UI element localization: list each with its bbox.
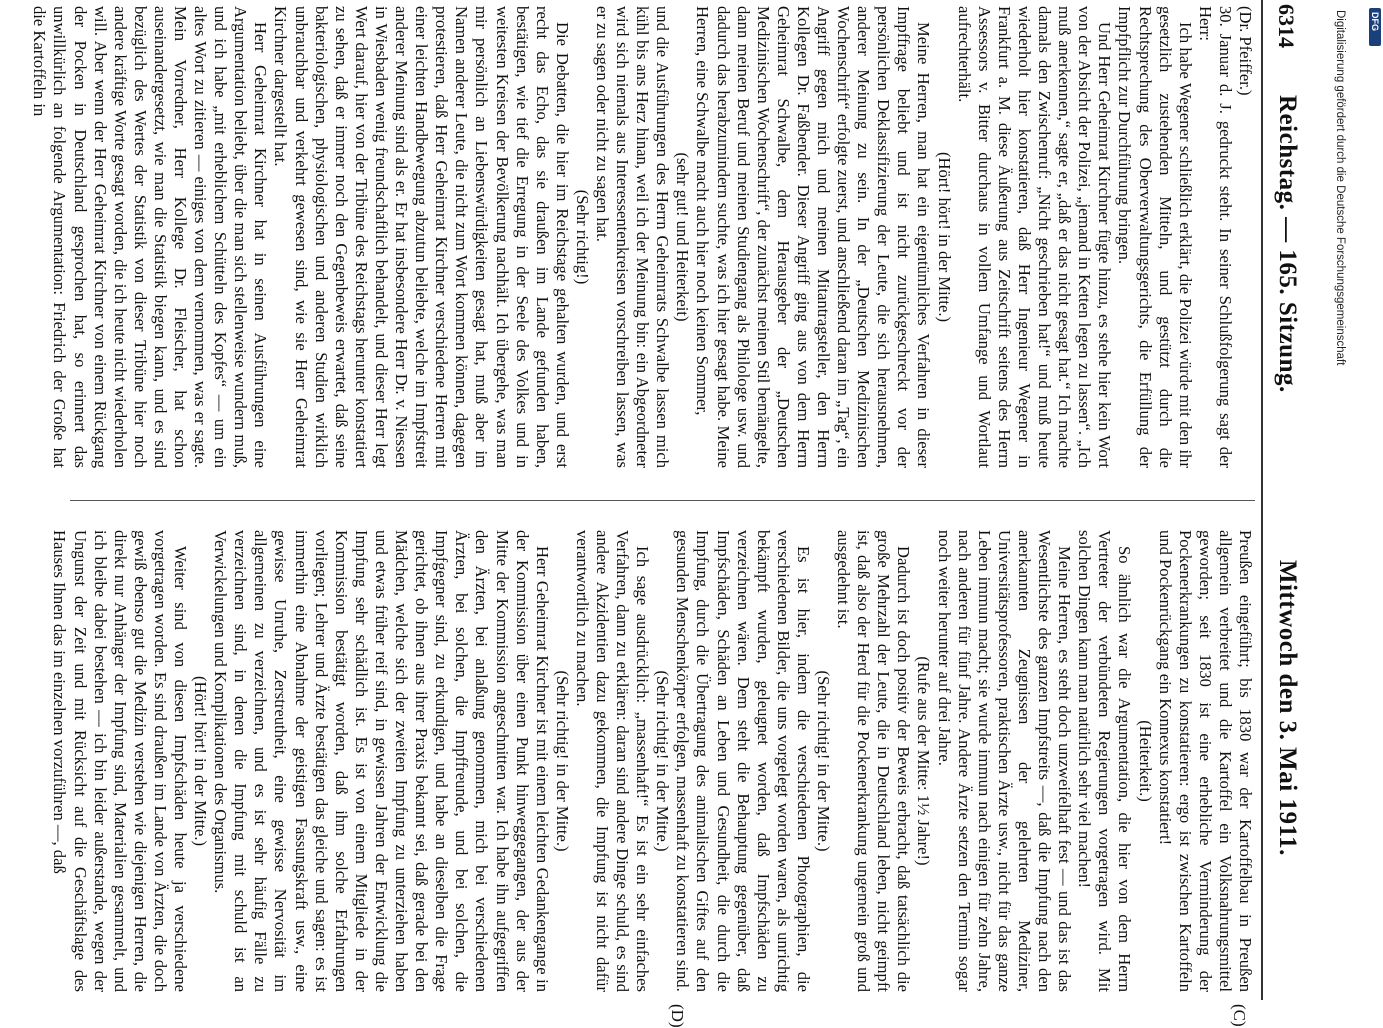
paragraph: Meine Herren, man hat ein eigentümliches Verfahren in dieser Impffrage beliebt und ist nicht zurückgeschreckt vor der persönlichen Deklassifizierung der Leute, die sich herausnehmen, anderer Meinung zu sein. In der „Deutschen Medizinischen Wochenschrift“ erfolgte zuerst, und anschließend daran im „Tag“, ein Angriff gegen mich und meinen Mitantragsteller, den Herrn Kollegen Dr. Faßbender. Dieser Angriff ging aus von dem Herrn Geheimrat Schwalbe, dem Herausgeber der „Deutschen Medizinischen Wochenschrift“, der zunächst meinen Stil bemängelte, dann meinen Beruf und meinen Studiengang als Philologe usw. und dadurch das herabzumindern suchte, was ich hier gesagt habe. Meine Herren, eine Schwalbe macht auch hier noch keinen Sommer, [693,6,934,468]
right-text-column [50,530,1255,992]
interjection: (Sehr richtig!) [572,189,592,285]
interjection: (Rufe aus der Mitte: 1½ Jahre!) [914,656,934,866]
interjection: (Heiterkeit.) [1135,720,1155,802]
page-header [1267,0,1307,1000]
margin-marker-c: (C) [1230,1004,1249,1027]
paragraph: Es ist hier, indem die verschiedenen Photographien, die verschiedenen Bilder, die uns vorgelegt worden waren, als unrichtig bekämpft wurden, geleugnet worden, daß Impfschäden zu verzeichnen wären. Dem steht die Behauptung gegenüber, daß Impfschäden, Schäden an Leben und Gesundheit, die durch die Impfung, durch die Übertragung des animalischen Giftes auf den gesunden Menschenkörper erfolgen, massenhaft zu konstatieren sind. [673,530,813,992]
margin-marker-d: (D) [668,1004,687,1028]
header-rule [1261,0,1263,1000]
paragraph: Ich habe Wegener schließlich erklärt, die Polizei würde mit den ihr gesetzlich zustehenden Mitteln, und gestützt durch die Rechtsprechung des Oberverwaltungsgerichts, die Erfüllung der Impfpflicht zur Durchführung bringen. [1115,6,1195,468]
paragraph: Meine Herren, es steht doch unzweifelhaft fest — und das ist das Wesentlichste des ganzen Impfstreits —, daß die Impfung nach den anerkannten Zeugnissen der gelehrten Mediziner, Universitätsprofessoren, praktischen Ärzte usw., nicht für das ganze Leben immun macht; sie wurde immun nach einigen für zehn Jahre, nach anderen für fünf Jahre. Andere Ärzte setzen den Termin sogar noch weiter herunter auf drei Jahre. [934,530,1075,992]
left-text-column [30,6,1255,468]
interjection: (Hört! hört! in der Mitte.) [934,151,954,323]
interjection: (Sehr richtig! in der Mitte.) [552,670,572,852]
dfg-logo [1369,8,1381,46]
interjection: (sehr gut! und Heiterkeit) [673,152,693,322]
page-number: 6314 [1274,4,1299,48]
dfg-logo-text: DFG [1370,12,1380,31]
paragraph: 30. Januar d. J. gedruckt steht. In seiner Schlußfolgerung sagt der Herr: [1195,6,1235,468]
digitization-credit [1330,10,1352,610]
paragraph: Weiter sind von diesen Impfschäden heute ja verschiedene vorgetragen worden. Es sind draußen im Lande von Ärzten, die doch gewiß ebenso gut die Medizin verstehen wie diejenigen Herren, die direkt nur Anhänger der Impfung sind, Materialien gesammelt, und ich bleibe dabei bestehen — ich bin leider außerstande, wegen der Ungunst der Zeit und mit Rücksicht auf die Geschäftslage des Hauses Ihnen das im einzelnen vorzuführen —, daß [50,530,191,992]
paragraph: (Dr. Pfeiffer.) [1236,6,1255,96]
paragraph: Ich sage ausdrücklich: „massenhaft!“ Es ist ein sehr einfaches Verfahren, dann zu erklären: daran sind andere Dinge schuld, es sind andere Akzidentien dazu gekommen, die Impfung ist nicht dafür verantwortlich zu machen. [572,530,653,992]
paragraph: Herr Geheimrat Kirchner ist mit einem leichten Gedankengange in der Kommission über einen Punkt hinweggegangen, der aus der Mitte der Kommission angeschnitten war. Ich habe ihn aufgegriffen den Ärzten, bei anlaßung genommen, mich bei verschiedenen Ärzten, bei solchen, die Impffreunde, und bei solchen, die Impfgegner sind, zu erkundigen, und habe an dieselben die Frage gerichtet, ob ihnen aus ihrer Praxis bekannt sei, daß gerade bei den Mädchen, welche sich der zweiten Impfung zu unterziehen haben und etwas früher reif sind, in gewissen Jahren der Entwicklung die Impfung sehr schädlich ist. Es ist von einem Mitgliede in der Kommission bestätigt worden, daß ihm solche Erfahrungen vorliegen; Lehrer und Ärzte bestätigen das gleiche und sagen: es ist immerhin eine Abnahme der geistigen Fassungskraft usw., eine gewisse Unruhe, Zerstreutheit, eine gewisse Nervosität im allgemeinen zu verzeichnen, und es ist sehr häufig Fälle zu verzeichnen sind, in denen die Impfung mit schuld ist an Verwickelungen und Komplikationen des Organismus. [211,530,552,992]
paragraph: Preußen eingeführt; bis 1830 war der Kartoffelbau in Preußen allgemein verbreitet und die Kartoffel ein Volksnahrungsmittel geworden; seit 1830 ist eine erhebliche Verminderung der Pockenerkrankungen zu konstatieren: ergo ist zwischen Kartoffeln und Pockenrückgang ein Konnexus konstatiert! [1155,530,1255,992]
interjection: (Sehr richtig! in der Mitte.) [653,670,673,852]
digitization-credit-text: Digitalisierung gefördert durch die Deutsche Forschungsgemeinschaft [1334,10,1346,366]
paragraph: Dadurch ist doch positiv der Beweis erbracht, daß tatsächlich die große Mehrzahl der Leute, die in Deutschland leben, nicht geimpft ist, daß also der Herd für die Pockenerkrankung ungemein groß und ausgedehnt ist. [834,530,914,992]
paragraph: und die Ausführungen des Herrn Geheimrats Schwalbe lassen mich kühl bis ans Herz hinan, weil ich der Meinung bin: ein Abgeordneter wird sich niemals aus Interessentenkreisen vorschreiben lassen, was er zu sagen oder nicht zu sagen hat. [593,6,673,468]
paragraph: Die Debatten, die hier im Reichstage gehalten wurden, und erst recht das Echo, das sie draußen im Lande gefunden haben, bestätigen, wie tief die Erregung in der Seele des Volkes und in weitesten Kreisen der Bevölkerung nachhält. Ich übergehe, was man mir persönlich an Liebenswürdigkeiten gesagt hat, muß aber im Namen anderer Leute, die nicht zum Wort kommen können, dagegen protestieren, daß Herr Geheimrat Kirchner verschiedene Herren mit einer leichten Handbewegung abzutun beliebte, welche im Impfstreit anderer Meinung sind als er. Er hat insbesondere Herr Dr. v. Niessen in Wiesbaden wenig freundschaftlich behandelt, und dieser Herr legt Wert darauf, hier von der Tribüne des Reichstags herunter konstatiert zu sehen, daß er immer noch den Gegenbeweis erwartet, daß seine bakteriologischen, physiologischen und anderen Studien wirklich unbrauchbar und verkehrt gewesen sind, wie sie Herr Geheimrat Kirchner dargestellt hat. [271,6,572,468]
interjection: (Hört! hört! in der Mitte.) [191,675,211,847]
rotated-page [30,0,1307,1028]
interjection: (Sehr richtig! in der Mitte.) [814,670,834,852]
session-title: Reichstag. — 165. Sitzung. [1274,95,1301,393]
paragraph: Und Herr Geheimrat Kirchner fügte hinzu, es stehe hier kein Wort von der Absicht der Polizei, „jemand in Ketten legen zu lassen“. „Ich muß anerkennen,“ sagte er, „daß er das nicht gesagt hat.“ Ich machte damals den Zwischenruf: „Nicht geschrieben hat!“ und muß heute wiederholt hier konstatieren, daß Herr Ingenieur Wegener in Frankfurt a. M. diese Äußerung aus Zeitschrift seitens des Herrn Assessors v. Bitter durchaus in vollem Umfange und Wortlaut aufrechterhält. [954,6,1115,468]
paragraph: Herr Geheimrat Kirchner hat in seinen Ausführungen eine Argumentation beliebt, über die man sich stellenweise wundern muß, und ich habe „mit erheblichem Schütteln des Kopfes“ — um ein altes Wort zu zitieren — einiges von dem vernommen, was er sagte. Mein Vorredner, Herr Kollege Dr. Fleischer, hat schon auseinandergesetzt, wie man die Statistik biegen kann, und es sind bezüglich des Wertes der Statistik von dieser Tribüne hier noch andere kräftige Worte gesagt worden, die ich heute nicht wiederholen will. Aber wenn der Herr Geheimrat Kirchner von einem Rückgang der Pocken in Deutschland gesprochen hat, so erinnert das unwillkürlich an folgende Argumentation: Friedrich der Große hat die Kartoffeln in [30,6,271,468]
paragraph: So ähnlich war die Argumentation, die hier von dem Herrn Vertreter der verbündeten Regierungen vorgetragen wird. Mit solchen Dingen kann man natürlich sehr viel machen! [1075,530,1135,992]
date-title: Mittwoch den 3. Mai 1911. [1274,560,1301,856]
column-divider [70,500,1255,501]
